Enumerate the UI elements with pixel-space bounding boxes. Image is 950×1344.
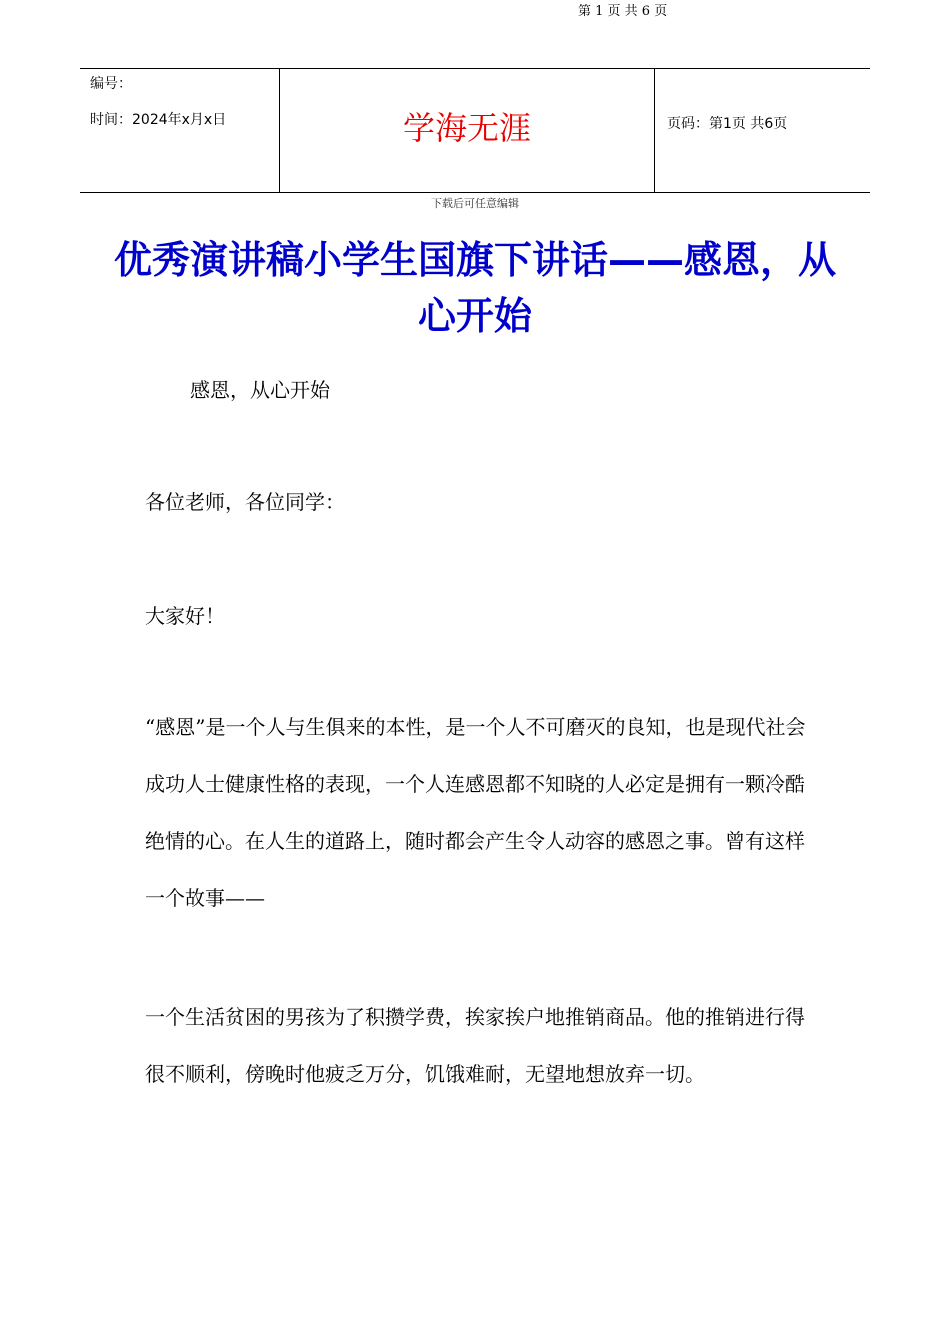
header-center-cell <box>280 69 654 192</box>
editable-note: 下载后可任意编辑 <box>431 197 519 210</box>
hello-paragraph: 大家好！ <box>145 604 225 628</box>
page-info-label: 页码：第1页 共6页 <box>667 116 788 132</box>
page-footer: 第 1 页 共 6 页 <box>578 4 668 19</box>
speech-subtitle: 感恩，从心开始 <box>190 378 330 402</box>
greeting-paragraph: 各位老师，各位同学： <box>145 490 345 514</box>
header-right-cell <box>654 69 870 192</box>
header-table <box>80 68 870 193</box>
body-paragraph-2: 一个生活贫困的男孩为了积攒学费，挨家挨户地推销商品。他的推销进行得很不顺利，傍晚时他疲乏万分，饥饿难耐，无望地想放弃一切。 <box>145 1005 805 1086</box>
document-title: 优秀演讲稿小学生国旗下讲话——感恩，从心开始 <box>113 238 836 338</box>
document-time-label: 时间：2024年x月x日 <box>90 112 227 128</box>
brand-title: 学海无涯 <box>402 109 531 147</box>
body-paragraph-1: “感恩”是一个人与生俱来的本性，是一个人不可磨灭的良知，也是现代社会成功人士健康性格的表现，一个人连感恩都不知晓的人必定是拥有一颗冷酷绝情的心。在人生的道路上，随时都会产生令人动容的感恩之事。曾有这样一个故事—— <box>145 715 806 910</box>
header-left-cell <box>80 69 280 192</box>
document-number-label: 编号： <box>90 76 132 92</box>
